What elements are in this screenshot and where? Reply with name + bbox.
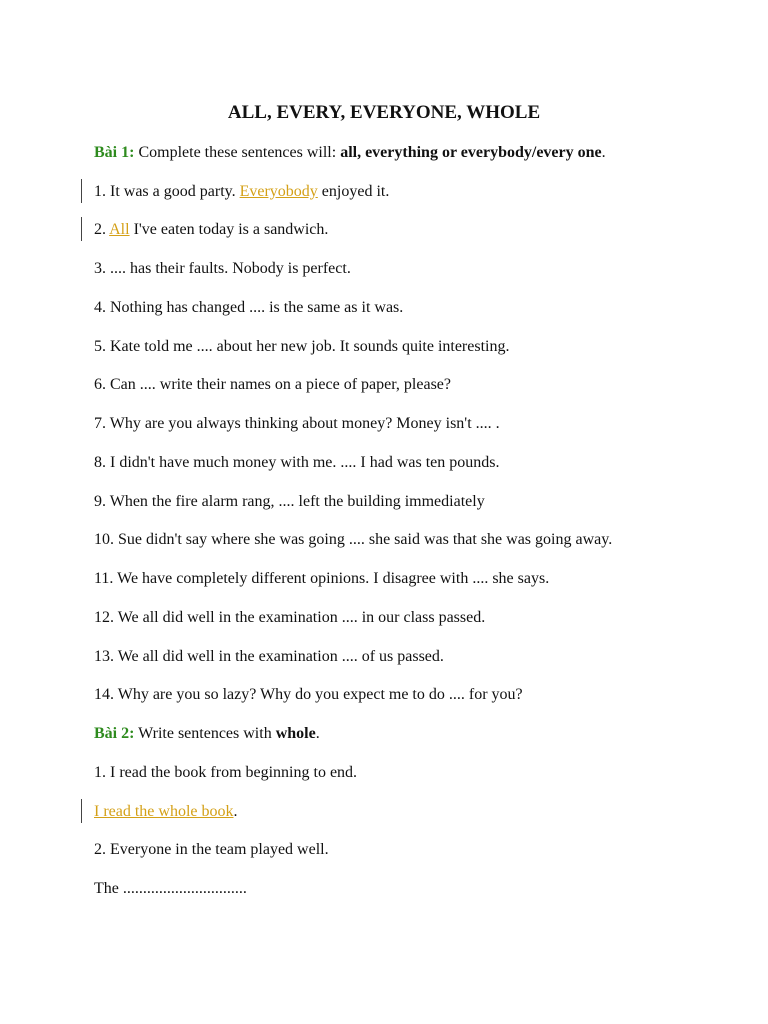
question-text: 1. It was a good party. bbox=[94, 183, 240, 200]
exercise-2-instruction-end: . bbox=[315, 725, 320, 742]
revision-bar bbox=[81, 217, 82, 241]
revision-bar bbox=[81, 179, 82, 203]
page-title: ALL, EVERY, EVERYONE, WHOLE bbox=[227, 102, 541, 123]
question-text: enjoyed it. bbox=[317, 183, 390, 200]
exercise-1-question: 10. Sue didn't say where she was going .... she said was that she was going away. bbox=[94, 531, 613, 548]
exercise-2-answer-1 bbox=[94, 802, 734, 822]
exercise-1-question: 6. Can .... write their names on a piece of paper, please? bbox=[94, 376, 451, 393]
exercise-1-instruction-end: . bbox=[601, 144, 606, 161]
exercise-1-question: 13. We all did well in the examination .... of us passed. bbox=[94, 648, 444, 665]
exercise-2-question-1: 1. I read the book from beginning to end. bbox=[94, 764, 358, 781]
exercise-1-question: 7. Why are you always thinking about money? Money isn't .... . bbox=[94, 415, 500, 432]
exercise-1-question: 9. When the fire alarm rang, .... left the building immediately bbox=[94, 493, 485, 510]
exercise-2-instruction bbox=[94, 724, 734, 744]
exercise-1-instruction-words: all, everything or everybody/every one bbox=[340, 144, 602, 161]
question-text: 2. bbox=[94, 221, 110, 238]
exercise-1-question: 5. Kate told me .... about her new job. It sounds quite interesting. bbox=[94, 338, 510, 355]
exercise-2-answer-2[interactable]: The ............................... bbox=[94, 880, 247, 897]
exercise-1-question: 11. We have completely different opinions. I disagree with .... she says. bbox=[94, 570, 550, 587]
exercise-1-question: 12. We all did well in the examination .... in our class passed. bbox=[94, 609, 486, 626]
exercise-2-instruction-word: whole bbox=[275, 725, 316, 742]
answer-text[interactable]: All bbox=[109, 221, 130, 238]
exercise-1-instruction bbox=[94, 143, 734, 163]
answer-end: . bbox=[233, 803, 238, 820]
exercise-1-question: 8. I didn't have much money with me. .... I had was ten pounds. bbox=[94, 454, 500, 471]
revision-bar bbox=[81, 799, 82, 823]
exercise-2-instruction-text: Write sentences with bbox=[134, 725, 276, 742]
exercise-1-question-2 bbox=[94, 220, 734, 240]
exercise-1-question: 3. .... has their faults. Nobody is perfect. bbox=[94, 260, 351, 277]
exercise-1-question-1 bbox=[94, 182, 734, 202]
question-text: I've eaten today is a sandwich. bbox=[129, 221, 329, 238]
answer-text[interactable]: I read the whole book bbox=[94, 803, 234, 820]
exercise-1-instruction-text: Complete these sentences will: bbox=[134, 144, 341, 161]
exercise-2-label: Bài 2: bbox=[94, 725, 135, 742]
answer-text[interactable]: Everyobody bbox=[239, 183, 318, 200]
exercise-1-question: 4. Nothing has changed .... is the same as it was. bbox=[94, 299, 404, 316]
exercise-1-label: Bài 1: bbox=[94, 144, 135, 161]
exercise-2-question-2: 2. Everyone in the team played well. bbox=[94, 841, 329, 858]
exercise-1-question: 14. Why are you so lazy? Why do you expect me to do .... for you? bbox=[94, 686, 523, 703]
